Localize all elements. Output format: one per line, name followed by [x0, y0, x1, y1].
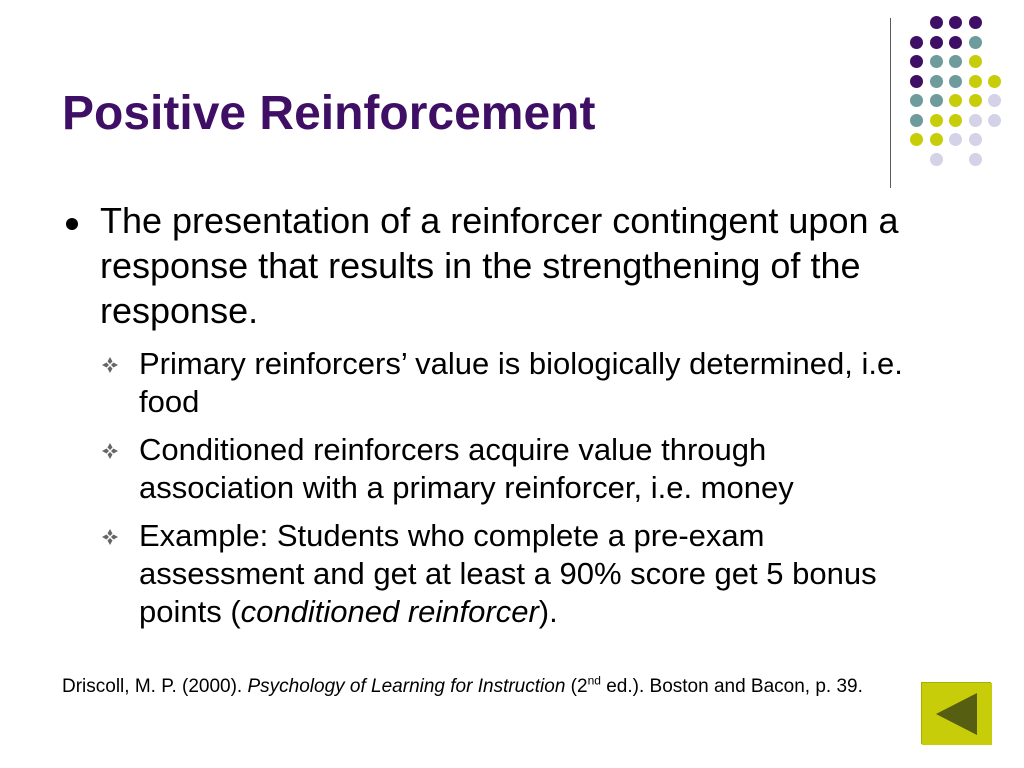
sub-bullet-list	[102, 345, 922, 641]
sub-bullet-item-example	[102, 517, 922, 631]
decorative-dot	[910, 94, 923, 107]
previous-slide-button[interactable]	[921, 682, 991, 744]
sub-bullet-text: Example: Students who complete a pre-exam assessment and get at least a 90% score get 5 bonus points (	[139, 518, 877, 629]
decorative-dot	[930, 16, 943, 29]
decorative-dot	[930, 55, 943, 68]
vertical-divider	[890, 18, 891, 188]
main-bullet-text: The presentation of a reinforcer contingent upon a response that results in the strengthening of the response.	[100, 200, 899, 331]
left-triangle-icon	[922, 683, 992, 745]
citation-authors: Driscoll, M. P. (2000).	[62, 676, 243, 697]
decorative-dot	[969, 133, 982, 146]
citation-edition-close: ed.). Boston and Bacon, p. 39.	[606, 676, 863, 697]
citation-edition-open: (2	[570, 676, 588, 697]
decorative-dot	[910, 55, 923, 68]
citation-book-title: Psychology of Learning for Instruction	[247, 676, 566, 697]
decorative-dot	[949, 75, 962, 88]
sub-bullet-text: Primary reinforcers’ value is biologically determined, i.e. food	[139, 346, 903, 419]
decorative-dot	[988, 94, 1001, 107]
decorative-dot	[949, 55, 962, 68]
decorative-dot	[969, 16, 982, 29]
decorative-dot	[910, 133, 923, 146]
decorative-dot	[949, 114, 962, 127]
decorative-dot	[969, 75, 982, 88]
slide-title: Positive Reinforcement	[62, 87, 596, 140]
decorative-dot	[949, 94, 962, 107]
decorative-dot	[969, 55, 982, 68]
citation-footnote	[62, 674, 946, 700]
decorative-dot	[949, 133, 962, 146]
sub-bullet-text-end: ).	[538, 594, 558, 629]
decorative-dot	[949, 36, 962, 49]
decorative-dot	[930, 133, 943, 146]
decorative-dot	[969, 153, 982, 166]
decorative-dot	[988, 114, 1001, 127]
decorative-dot	[930, 36, 943, 49]
decorative-dot	[930, 75, 943, 88]
decorative-dot	[930, 94, 943, 107]
decorative-dot	[969, 94, 982, 107]
decorative-dot	[910, 36, 923, 49]
decorative-dot	[969, 36, 982, 49]
diamond-bullet-icon	[102, 357, 118, 373]
decorative-dot	[910, 75, 923, 88]
sub-bullet-text: Conditioned reinforcers acquire value through association with a primary reinforcer, i.e. money	[139, 432, 794, 505]
decorative-dot	[930, 114, 943, 127]
diamond-bullet-icon	[102, 529, 118, 545]
decorative-dot	[949, 16, 962, 29]
decorative-dot	[930, 153, 943, 166]
decorative-dot	[969, 114, 982, 127]
citation-edition-superscript: nd	[587, 673, 601, 688]
decorative-dot	[988, 75, 1001, 88]
sub-bullet-italic-text: conditioned reinforcer	[240, 594, 539, 629]
sub-bullet-item-primary	[102, 345, 922, 421]
sub-bullet-item-conditioned	[102, 431, 922, 507]
decorative-dot	[910, 114, 923, 127]
main-bullet-dot	[66, 218, 78, 230]
dot-grid-decoration	[910, 16, 1010, 166]
diamond-bullet-icon	[102, 443, 118, 459]
